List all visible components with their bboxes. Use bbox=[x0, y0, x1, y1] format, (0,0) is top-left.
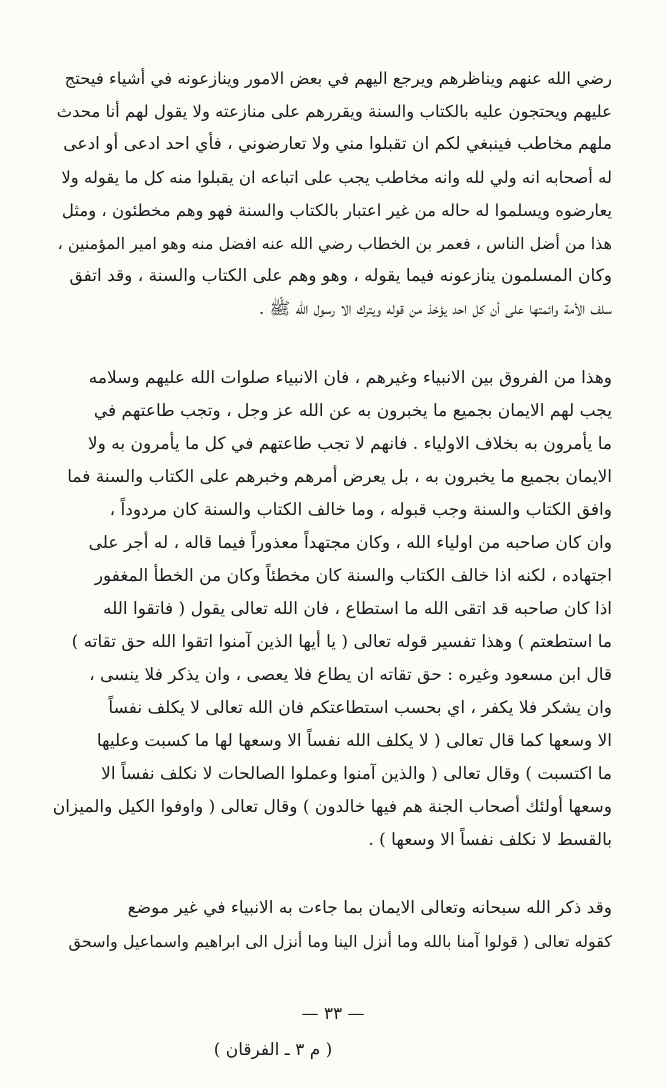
text-line: بالقسط لا نكلف نفساً الا وسعها ) . bbox=[368, 830, 612, 850]
text-line: رضي الله عنهم ويناظرهم ويرجع اليهم في بعض الامور وينازعونه في أشياء فيحتج bbox=[64, 69, 612, 88]
text-line: هذا من أضل الناس ، فعمر بن الخطاب رضي الله عنه افضل منه وهو امير المؤمنين ، bbox=[57, 234, 612, 253]
text-line: ما اكتسبت ) وقال تعالى ( والذين آمنوا وعملوا الصالحات لا نكلف نفساً الا bbox=[101, 764, 612, 784]
text-line: وقد ذكر الله سبحانه وتعالى الايمان بما جاءت به الانبياء في غير موضع bbox=[127, 898, 612, 918]
text-line: قال ابن مسعود وغيره : حق تقاته ان يطاع فلا يعصى ، وان يذكر فلا ينسى ، bbox=[89, 665, 612, 685]
text-line: يجب لهم الايمان بجميع ما يخبرون به عن الله عز وجل ، وتجب طاعتهم في bbox=[93, 401, 612, 421]
text-line: ما استطعتم ) وهذا تفسير قوله تعالى ( يا أيها الذين آمنوا اتقوا الله حق تقاته ) bbox=[71, 632, 612, 652]
text-line: ما يأمرون به بخلاف الاولياء . فانهم لا تجب طاعتهم في كل ما يأمرون به ولا bbox=[87, 434, 612, 454]
text-line: له أصحابه انه ولي لله وانه مخاطب يجب على اتباعه ان يقبلوا منه كل ما يقوله ولا bbox=[61, 168, 612, 187]
paragraph-2 bbox=[52, 362, 612, 857]
text-line: الا وسعها كما قال تعالى ( لا يكلف الله نفساً الا وسعها لها ما كسبت وعليها bbox=[96, 731, 612, 751]
text-line: يعارضوه ويسلموا له حاله من غير اعتبار بالكتاب والسنة فهو وهم مخطئون ، ومثل bbox=[61, 201, 612, 220]
text-line: كقوله تعالى ( قولوا آمنا بالله وما أنزل الينا وما أنزل الى ابراهيم واسماعيل واسحق bbox=[68, 932, 612, 951]
text-line: وهذا من الفروق بين الانبياء وغيرهم ، فان الانبياء صلوات الله عليهم وسلامه bbox=[88, 368, 612, 388]
text-line: اجتهاده ، لكنه اذا خالف الكتاب والسنة كان مخطئاً وكان من الخطأ المغفور bbox=[94, 566, 612, 586]
paragraph-1 bbox=[52, 62, 612, 326]
text-line: ملهم مخاطب فينبغي لكم ان تقبلوا مني ولا تعارضوني ، فأي احد ادعى أو ادعى bbox=[63, 134, 612, 154]
text-line: عليهم ويحتجون عليه بالكتاب والسنة ويقررهم على منازعته ولا يقول لهم أنا محدث bbox=[56, 102, 612, 121]
text-line: وان كان صاحبه من اولياء الله ، وكان مجتهداً معذوراً فيما قاله ، له أجر على bbox=[88, 533, 612, 553]
paragraph-3 bbox=[52, 892, 612, 958]
text-line: وان يشكر فلا يكفر ، اي بحسب استطاعتكم فان الله تعالى لا يكلف نفساً bbox=[108, 698, 612, 718]
text-line: اذا كان صاحبه قد اتقى الله ما استطاع ، فان الله تعالى يقول ( فاتقوا الله bbox=[102, 599, 612, 619]
text-line: وكان المسلمون ينازعونه فيما يقوله ، وهو وهم على الكتاب والسنة ، وقد اتفق bbox=[69, 266, 612, 286]
signature-mark: ( م ٣ ـ الفرقان ) bbox=[213, 1040, 333, 1060]
text-line: وسعها أولئك أصحاب الجنة هم فيها خالدون ) وقال تعالى ( واوفوا الكيل والميزان bbox=[52, 797, 612, 817]
page-number: — ٣٣ — bbox=[301, 1004, 365, 1024]
text-line: وافق الكتاب والسنة وجب قبوله ، وما خالف الكتاب والسنة كان مردوداً ، bbox=[109, 500, 612, 520]
text-line: سلف الأمة وائمتها على أن كل احد يؤخذ من قوله ويترك الا رسول الله ﷺ . bbox=[258, 299, 612, 319]
text-line: الايمان بجميع ما يخبرون به ، بل يعرض أمرهم وخبرهم على الكتاب والسنة فما bbox=[67, 467, 612, 487]
